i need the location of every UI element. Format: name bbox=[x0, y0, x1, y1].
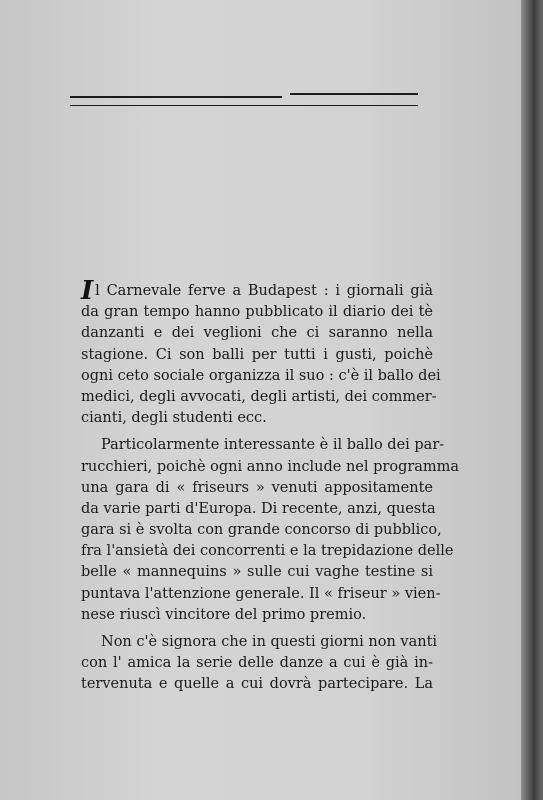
text-line: Particolarmente interessante è il ballo dei par- bbox=[101, 437, 445, 454]
paragraph-2 bbox=[81, 435, 460, 626]
text-line: ogni ceto sociale organizza il suo : c'è il ballo dei bbox=[81, 367, 441, 384]
text-line: una gara di « friseurs » venuti appositamente bbox=[81, 479, 433, 496]
text-line: cianti, degli studenti ecc. bbox=[81, 410, 267, 427]
text-line: da varie parti d'Europa. Di recente, anzi, questa bbox=[81, 500, 436, 517]
paragraph-3 bbox=[81, 632, 438, 696]
text-line: belle « mannequins » sulle cui vaghe testine si bbox=[81, 564, 433, 581]
header-rule-full bbox=[70, 105, 418, 106]
text-line: gara si è svolta con grande concorso di pubblico, bbox=[81, 522, 442, 539]
header-rule-right bbox=[290, 93, 418, 95]
text-line: stagione. Ci son balli per tutti i gusti, poichè bbox=[81, 346, 433, 363]
drop-cap: I bbox=[81, 276, 94, 306]
book-binding-edge bbox=[521, 0, 543, 800]
text-line: fra l'ansietà dei concorrenti e la trepidazione delle bbox=[81, 543, 454, 560]
text-line: medici, degli avvocati, degli artisti, dei commer- bbox=[81, 388, 437, 405]
text-line: con l' amica la serie delle danze a cui è già in- bbox=[81, 655, 433, 672]
text-line: danzanti e dei veglioni che ci saranno nella bbox=[81, 325, 433, 342]
text-line: tervenuta e quelle a cui dovrà partecipare. La bbox=[81, 676, 433, 693]
paragraph-1 bbox=[81, 276, 441, 429]
text-line: Non c'è signora che in questi giorni non vanti bbox=[101, 634, 438, 650]
text-line: rucchieri, poichè ogni anno include nel programma bbox=[81, 458, 460, 475]
text-line: da gran tempo hanno pubblicato il diario dei tè bbox=[81, 304, 433, 321]
text-line: puntava l'attenzione generale. Il « friseur » vien- bbox=[81, 585, 441, 602]
text-line: Il Carnevale ferve a Budapest : i giornali già bbox=[81, 276, 433, 306]
body-text bbox=[81, 276, 460, 702]
text-line: nese riuscì vincitore del primo premio. bbox=[81, 606, 367, 623]
header-rule-left bbox=[70, 96, 282, 98]
